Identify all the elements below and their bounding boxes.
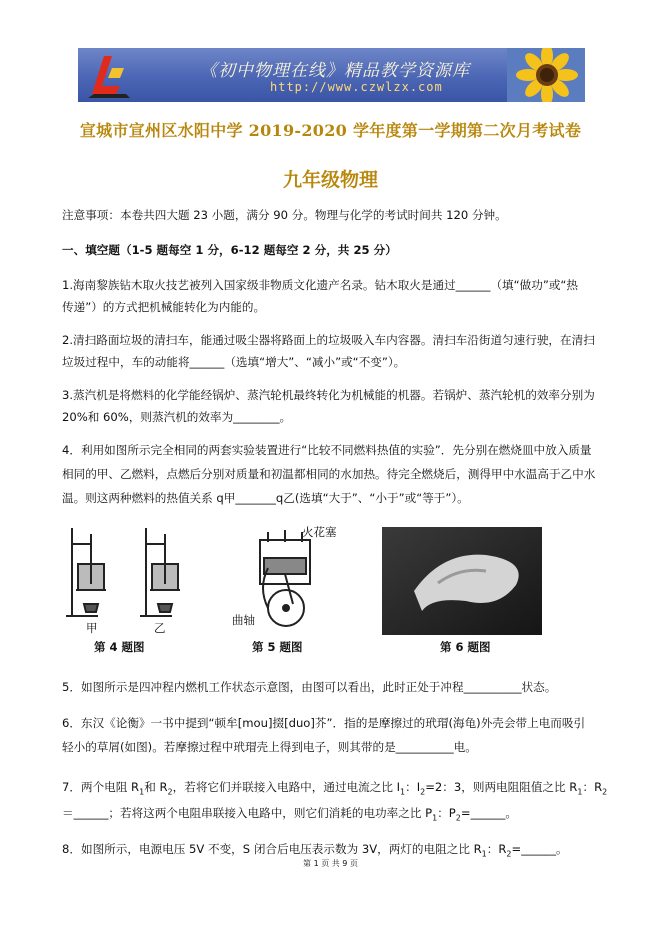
sunflower-icon — [507, 48, 585, 102]
subject-title: 九年级物理 — [282, 169, 378, 191]
page-footer: 第 1 页 共 9 页 — [303, 859, 358, 868]
question-5: 5．如图所示是四冲程内燃机工作状态示意图，由图可以看出，此时正处于冲程__________状态。 — [62, 680, 557, 694]
banner-slogan: 《初中物理在线》精品教学资源库 — [200, 61, 470, 81]
header-banner — [78, 48, 585, 102]
exam-notice: 注意事项：本卷共四大题 23 小题，满分 90 分。物理与化学的考试时间共 120 分钟。 — [62, 208, 507, 222]
figure-4-label-a: 甲 — [86, 621, 98, 635]
question-3-line-2: 20%和 60%，则蒸汽机的效率为________。 — [62, 410, 292, 424]
question-3-line-1: 3.蒸汽机是将燃料的化学能经锅炉、蒸汽轮机最终转化为机械能的机器。若锅炉、蒸汽轮机的效率分别为 — [62, 388, 595, 402]
question-6-line-2: 轻小的草屑(如图)。若摩擦过程中玳瑁壳上得到电子，则其带的是__________电。 — [62, 740, 477, 754]
figures-row — [62, 524, 602, 666]
school-exam-title: 宣城市宣州区水阳中学 2019-2020 学年度第一学期第二次月考试卷 — [79, 121, 582, 140]
figure-4-caption: 第 4 题图 — [94, 640, 145, 654]
section-heading-fill-in: 一、填空题（1-5 题每空 1 分，6-12 题每空 2 分，共 25 分） — [62, 243, 397, 257]
question-1-line-2: 传递”）的方式把机械能转化为内能的。 — [62, 300, 266, 314]
question-4-line-1: 4．利用如图所示完全相同的两套实验装置进行“比较不同燃料热值的实验”．先分别在燃烧皿中放入质量 — [62, 443, 592, 457]
spark-plug-label: 火花塞 — [302, 525, 337, 539]
figure-4-label-b: 乙 — [154, 621, 166, 635]
site-logo-icon — [86, 54, 132, 98]
banner-url: http://www.czwlzx.com — [270, 80, 443, 94]
question-6-line-1: 6．东汉《论衡》一书中提到“顿牟[mou]掇[duo]芥”．指的是摩擦过的玳瑁(海龟)外壳会带上电而吸引 — [62, 716, 586, 730]
figure-6-caption: 第 6 题图 — [440, 640, 491, 654]
question-4-line-2: 相同的甲、乙燃料，点燃后分别对质量和初温都相同的水加热。待完全燃烧后，测得甲中水温高于乙中水 — [62, 467, 596, 481]
tortoise-shell-photo-figure — [382, 527, 542, 635]
figure-5-caption: 第 5 题图 — [252, 640, 303, 654]
question-2-line-2: 垃圾过程中，车的动能将______（选填“增大”、“减小”或“不变”）。 — [62, 355, 406, 369]
question-2-line-1: 2.清扫路面垃圾的清扫车，能通过吸尘器将路面上的垃圾吸入车内容器。清扫车沿街道匀速行驶，在清扫 — [62, 333, 595, 347]
question-7-line-2: ＝______；若将这两个电阻串联接入电路中，则它们消耗的电功率之比 $P_1$：$P_2=\_\_\_\_\_\_$。 — [62, 806, 517, 823]
question-8: 8．如图所示，电源电压 5V 不变，S 闭合后电压表示数为 3V，两灯的电阻之比 $R_1$：$R_2=\_\_\_\_\_\_$。 — [62, 842, 568, 859]
question-4-line-3: 温。则这两种燃料的热值关系 q甲_______q乙(选填“大于”、“小于”或“等于”）。 — [62, 491, 469, 505]
question-7-line-1: 7．两个电阻 $R_1$和 $R_2$，若将它们并联接入电路中，通过电流之比 $I_1$：$I_2=2$：3，则两电阻阻值之比 $R_1$：$R_2$ — [62, 780, 608, 797]
question-1-line-1: 1.海南黎族钻木取火技艺被列入国家级非物质文化遗产名录。钻木取火是通过______（填“做功”或“热 — [62, 278, 579, 292]
fuel-heating-apparatus-figure — [62, 524, 212, 634]
crankshaft-label: 曲轴 — [232, 613, 255, 627]
